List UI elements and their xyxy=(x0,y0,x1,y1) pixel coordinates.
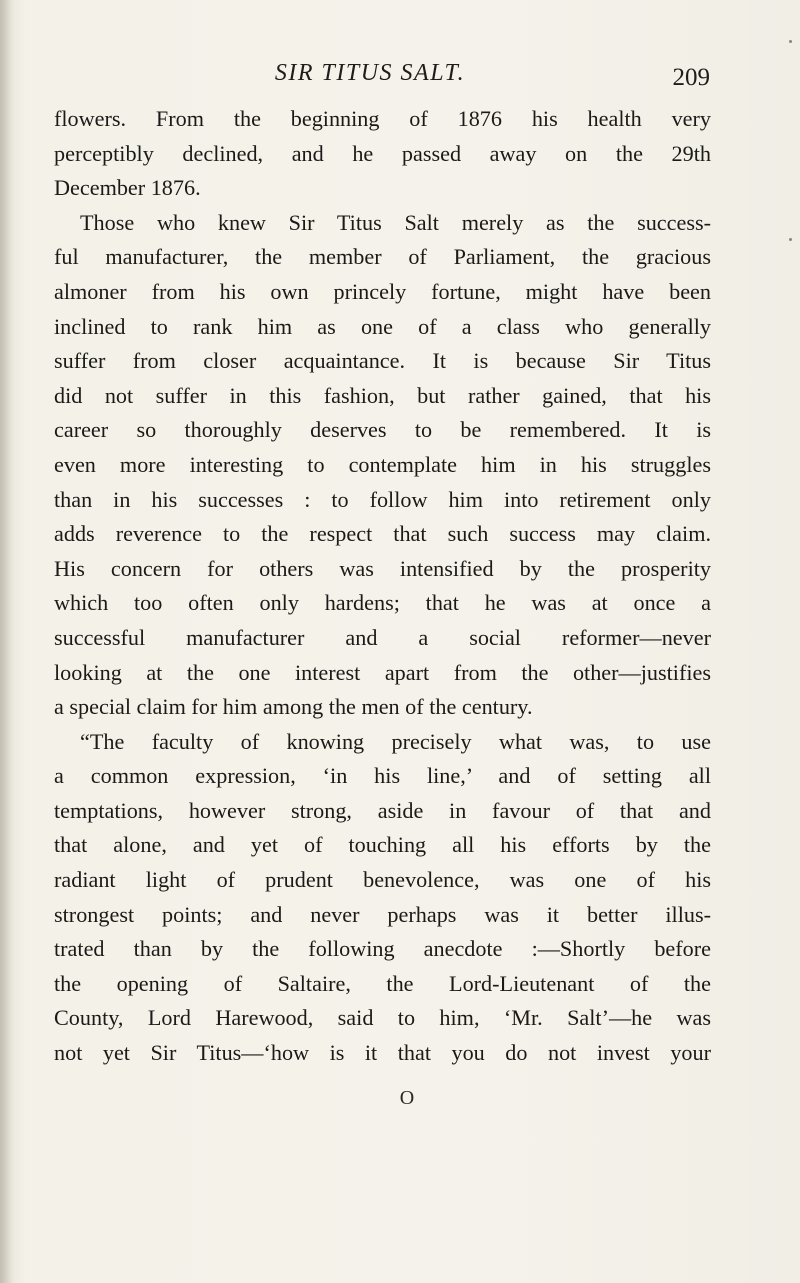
running-head xyxy=(0,60,800,94)
text-line: perceptibly declined, and he passed away on the 29th xyxy=(54,140,711,166)
body-text xyxy=(54,102,711,1071)
text-line: December 1876. xyxy=(54,175,201,201)
text-line: than in his successes : to follow him into retirement only xyxy=(54,486,711,512)
text-line: trated than by the following anecdote :—Shortly before xyxy=(54,936,711,962)
text-line: “The faculty of knowing precisely what was, to use xyxy=(80,728,711,754)
text-line: successful manufacturer and a social reformer—never xyxy=(54,624,711,650)
text-line: County, Lord Harewood, said to him, ‘Mr. Salt’—he was xyxy=(54,1005,711,1031)
text-line: the opening of Saltaire, the Lord-Lieutenant of the xyxy=(54,970,711,996)
text-line: did not suffer in this fashion, but rather gained, that his xyxy=(54,382,711,408)
text-line: inclined to rank him as one of a class who generally xyxy=(54,313,711,339)
running-title: SIR TITUS SALT. xyxy=(274,60,466,86)
text-line: not yet Sir Titus—‘how is it that you do not invest your xyxy=(54,1040,711,1066)
text-line: that alone, and yet of touching all his efforts by the xyxy=(54,832,711,858)
signature-mark: O xyxy=(399,1087,415,1109)
text-line: Those who knew Sir Titus Salt merely as the success- xyxy=(80,209,711,235)
text-line: almoner from his own princely fortune, might have been xyxy=(54,278,711,304)
text-line: career so thoroughly deserves to be remembered. It is xyxy=(54,417,711,443)
text-line: suffer from closer acquaintance. It is because Sir Titus xyxy=(54,348,711,374)
text-line: strongest points; and never perhaps was it better illus- xyxy=(54,901,711,927)
paper-speck xyxy=(789,238,792,241)
page-number: 209 xyxy=(672,64,710,91)
text-line: looking at the one interest apart from the other—justifies xyxy=(54,659,711,685)
text-line: even more interesting to contemplate him in his struggles xyxy=(54,451,711,477)
text-line: radiant light of prudent benevolence, was one of his xyxy=(54,867,711,893)
page-gutter-shadow xyxy=(0,0,14,1283)
text-line: ful manufacturer, the member of Parliament, the gracious xyxy=(54,244,711,270)
text-line: flowers. From the beginning of 1876 his health very xyxy=(54,106,711,131)
text-line: a special claim for him among the men of the century. xyxy=(54,694,533,720)
text-line: adds reverence to the respect that such success may claim. xyxy=(54,521,711,547)
text-line: His concern for others was intensified by the prosperity xyxy=(54,555,711,581)
text-line: temptations, however strong, aside in favour of that and xyxy=(54,797,711,823)
text-line: which too often only hardens; that he was at once a xyxy=(54,590,711,616)
paper-speck xyxy=(789,40,792,43)
text-line: a common expression, ‘in his line,’ and of setting all xyxy=(54,763,711,789)
